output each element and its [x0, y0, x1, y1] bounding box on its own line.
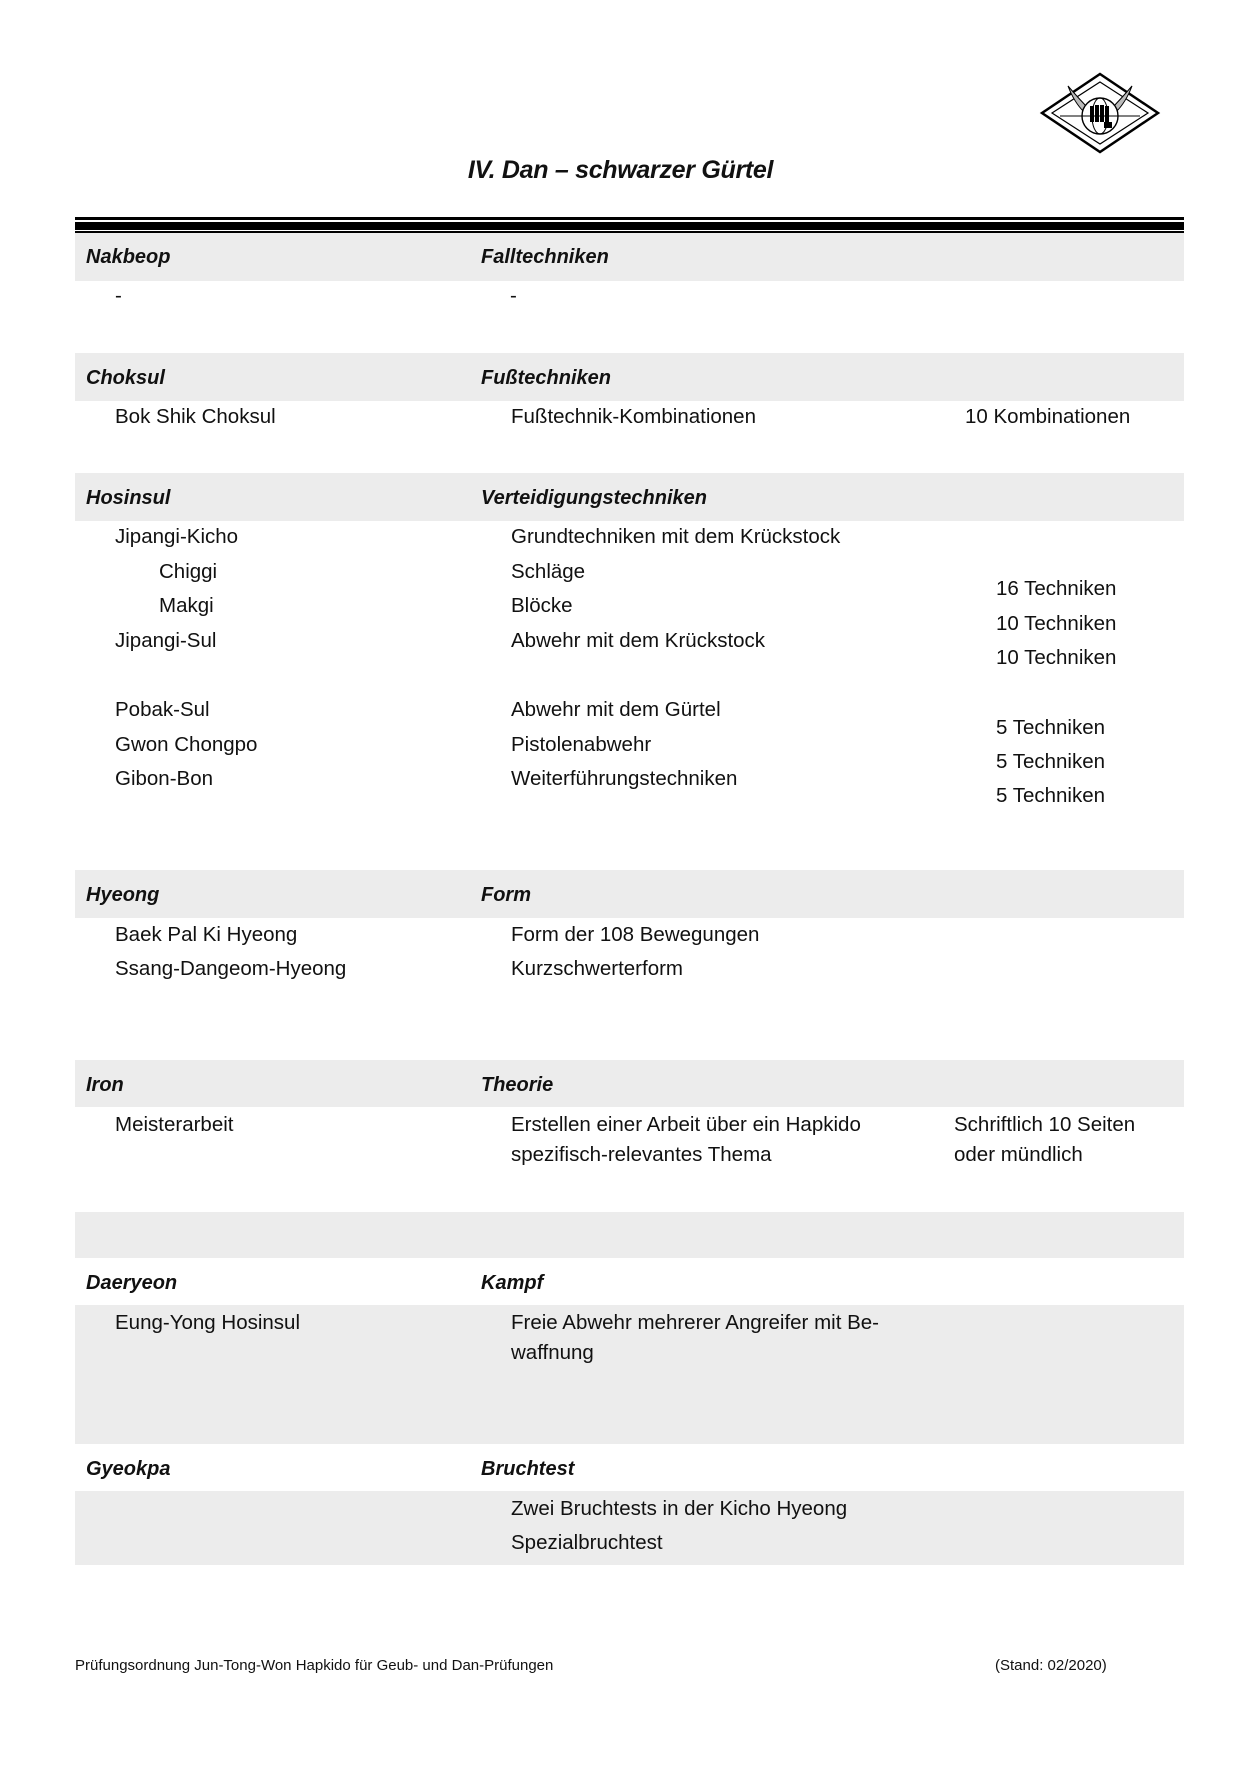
technique-count: 5 Techniken: [996, 784, 1106, 807]
technique-count: 5 Techniken: [996, 750, 1106, 773]
section-header-bar: [75, 353, 1184, 401]
section-header-korean: Iron: [86, 1074, 124, 1096]
section-header-german: Theorie: [481, 1074, 554, 1096]
header-rule-thick: [75, 222, 1184, 230]
section-header-german: Verteidigungstechniken: [481, 487, 707, 509]
technique-description: -: [510, 284, 517, 307]
section-header-korean: Nakbeop: [86, 246, 171, 268]
technique-description: Zwei Bruchtests in der Kicho Hyeong: [511, 1497, 848, 1520]
technique-count: 10 Kombinationen: [965, 405, 1131, 428]
technique-count: 16 Techniken: [996, 577, 1117, 600]
technique-description: Fußtechnik-Kombinationen: [511, 405, 756, 428]
technique-name: Makgi: [159, 594, 214, 617]
technique-name: -: [115, 284, 122, 307]
technique-description: Form der 108 Bewegungen: [511, 923, 760, 946]
section-header-bar: [75, 1060, 1184, 1107]
technique-description: Freie Abwehr mehrerer Angreifer mit Be-: [511, 1311, 879, 1334]
footer-revision-date: (Stand: 02/2020): [995, 1657, 1107, 1674]
technique-name: Chiggi: [159, 560, 218, 583]
technique-count: 10 Techniken: [996, 612, 1117, 635]
technique-description: Pistolenabwehr: [511, 733, 652, 756]
section-header-korean: Choksul: [86, 367, 165, 389]
section-header-korean: Hosinsul: [86, 487, 171, 509]
section-header-korean: Gyeokpa: [86, 1458, 171, 1480]
technique-name: Jipangi-Kicho: [115, 525, 239, 548]
technique-name: Baek Pal Ki Hyeong: [115, 923, 298, 946]
footer-document-title: Prüfungsordnung Jun-Tong-Won Hapkido für Geub- und Dan-Prüfungen: [75, 1657, 554, 1674]
technique-description: Weiterführungstechniken: [511, 767, 738, 790]
section-header-german: Kampf: [481, 1272, 544, 1294]
technique-name: Ssang-Dangeom-Hyeong: [115, 957, 347, 980]
technique-description: Spezialbruchtest: [511, 1531, 663, 1554]
technique-description: Schläge: [511, 560, 586, 583]
hapkido-emblem-icon: [1038, 70, 1162, 156]
technique-name: Gwon Chongpo: [115, 733, 258, 756]
technique-note: Schriftlich 10 Seiten: [954, 1113, 1136, 1136]
technique-name: Bok Shik Choksul: [115, 405, 276, 428]
technique-description: Grundtechniken mit dem Krückstock: [511, 525, 841, 548]
technique-count: 5 Techniken: [996, 716, 1106, 739]
section-header-german: Bruchtest: [481, 1458, 575, 1480]
technique-description: Erstellen einer Arbeit über ein Hapkido: [511, 1113, 861, 1136]
section-header-bar: [75, 233, 1184, 281]
technique-description: spezifisch-relevantes Thema: [511, 1143, 772, 1166]
section-header-bar: [75, 870, 1184, 918]
technique-count: 10 Techniken: [996, 646, 1117, 669]
section-header-korean: Hyeong: [86, 884, 160, 906]
header-rule: [75, 217, 1184, 220]
technique-name: Gibon-Bon: [115, 767, 214, 790]
empty-row: [75, 1212, 1184, 1258]
technique-name: Eung-Yong Hosinsul: [115, 1311, 301, 1334]
technique-description: Blöcke: [511, 594, 573, 617]
technique-name: Jipangi-Sul: [115, 629, 217, 652]
technique-description: waffnung: [511, 1341, 594, 1364]
section-header-korean: Daeryeon: [86, 1272, 178, 1294]
technique-name: Pobak-Sul: [115, 698, 210, 721]
page-title: IV. Dan – schwarzer Gürtel: [467, 156, 774, 184]
section-header-german: Fußtechniken: [481, 367, 612, 389]
technique-description: Abwehr mit dem Gürtel: [511, 698, 721, 721]
technique-name: Meisterarbeit: [115, 1113, 234, 1136]
section-header-german: Falltechniken: [481, 246, 609, 268]
technique-description: Kurzschwerterform: [511, 957, 684, 980]
technique-note: oder mündlich: [954, 1143, 1083, 1166]
section-header-german: Form: [481, 884, 531, 906]
technique-description: Abwehr mit dem Krückstock: [511, 629, 766, 652]
